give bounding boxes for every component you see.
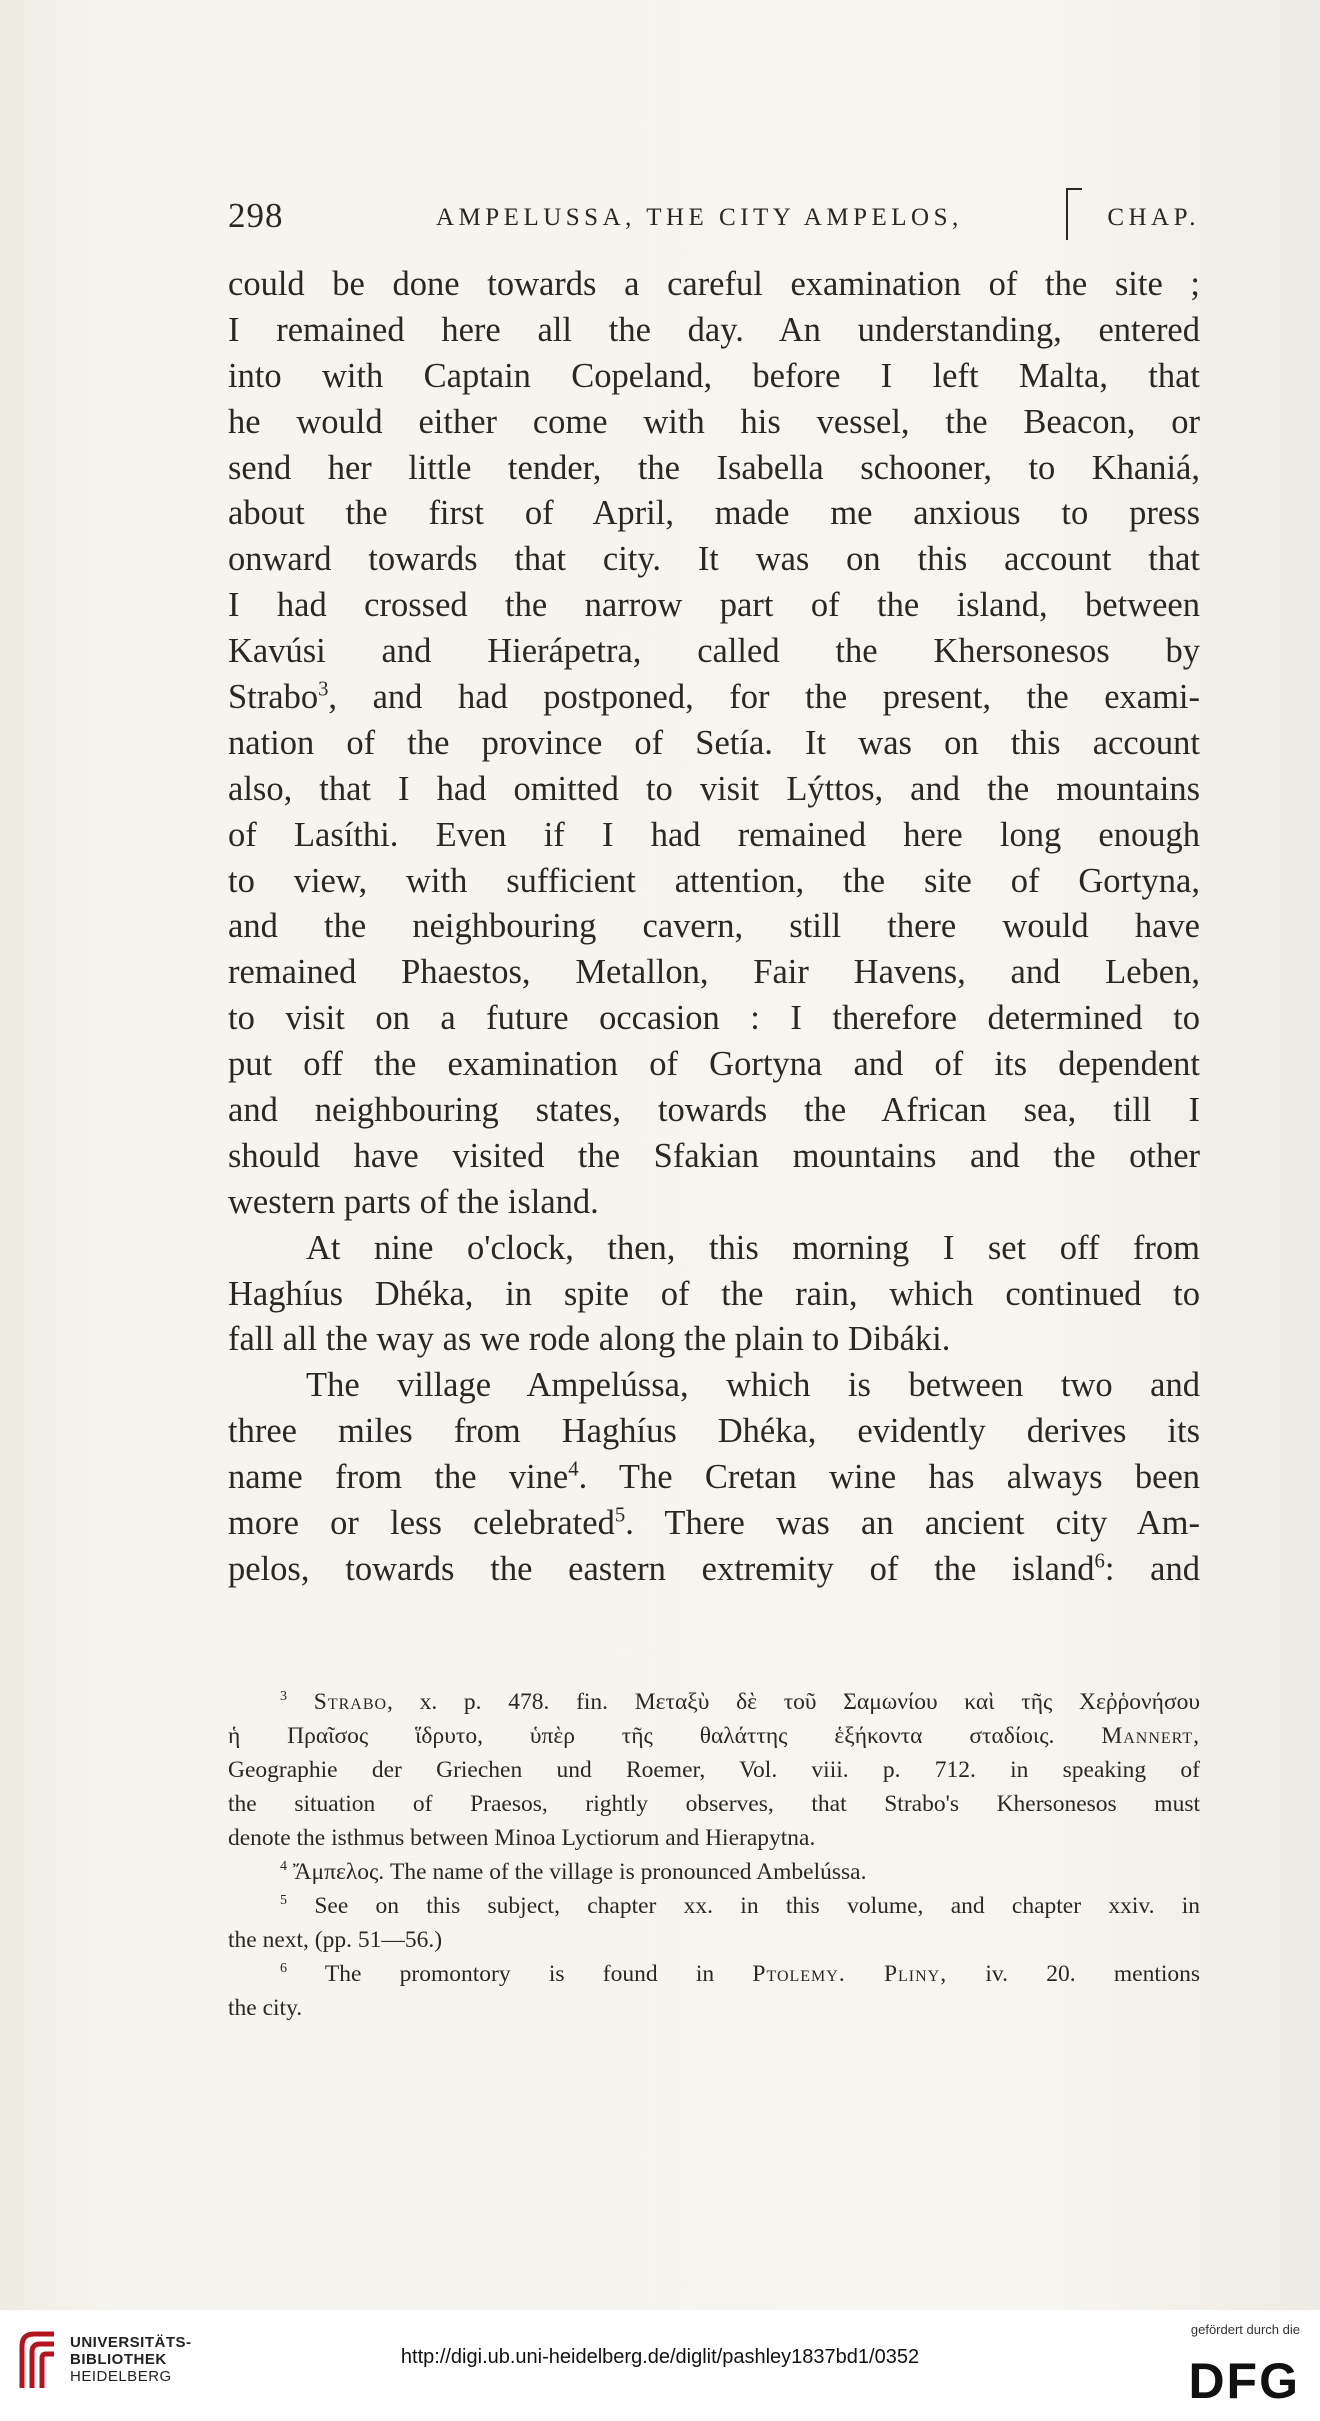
text-line: I remained here all the day. An understanding, entered	[228, 310, 1200, 349]
text-line: and the neighbouring cavern, still there would have	[228, 907, 1200, 946]
page-number: 298	[228, 196, 284, 235]
text-line: onward towards that city. It was on this account that	[228, 540, 1200, 579]
text-line: to view, with sufficient attention, the site of Gortyna,	[228, 861, 1200, 900]
text-line: to visit on a future occasion : I therefore determined to	[228, 999, 1200, 1038]
funded-by-label: gefördert durch die	[1190, 2322, 1300, 2337]
footnote-ref[interactable]: 4	[568, 1458, 579, 1481]
footnote-line: Geographie der Griechen und Roemer, Vol. viii. p. 712. in speaking of	[228, 1757, 1200, 1783]
text-line: name from the vine$^4$. The Cretan wine has always been	[228, 1458, 1201, 1497]
footnote-4: $^4$ Ἄμπελος. The name of the village is pronounced Ambelússa.	[280, 1858, 867, 1885]
text-line: At nine o'clock, then, this morning I set off from	[306, 1228, 1200, 1267]
text-line: Haghíus Dhéka, in spite of the rain, which continued to	[228, 1274, 1200, 1313]
chapter-label: CHAP.	[1107, 204, 1200, 231]
text-line: send her little tender, the Isabella schooner, to Khaniá,	[228, 448, 1200, 487]
text-line: of Lasíthi. Even if I had remained here long enough	[228, 815, 1200, 854]
strabo-name: Strabo	[228, 678, 319, 717]
text-line: western parts of the island.	[228, 1182, 599, 1221]
text-line: Kavúsi and Hierápetra, called the Khersonesos by	[228, 632, 1200, 671]
page-url[interactable]: http://digi.ub.uni-heidelberg.de/diglit/pashley1837bd1/0352	[400, 2346, 920, 2368]
footnote-ref[interactable]: 6	[1094, 1550, 1105, 1573]
dfg-logo[interactable]	[1160, 2346, 1300, 2406]
text-line: more or less celebrated$^5$. There was an ancient city Am-	[228, 1504, 1200, 1543]
text-line: he would either come with his vessel, the Beacon, or	[228, 402, 1200, 441]
footnote-5: $^5$ See on this subject, chapter xx. in this volume, and chapter xxiv. in	[280, 1892, 1200, 1919]
running-head	[228, 196, 1200, 244]
text-line: should have visited the Sfakian mountains and the other	[228, 1136, 1200, 1175]
footnote-6: $^6$ The promontory is found in Ptolemy. Pliny, iv. 20. mentions	[280, 1960, 1201, 1987]
text-line: into with Captain Copeland, before I left Malta, that	[228, 356, 1200, 395]
library-name: UNIVERSITÄTS- BIBLIOTHEK HEIDELBERG	[70, 2334, 192, 2385]
text-line: about the first of April, made me anxious to press	[228, 494, 1200, 533]
text-line: nation of the province of Setía. It was on this account	[228, 723, 1200, 762]
footnote-line: denote the isthmus between Minoa Lyctiorum and Hierapytna.	[228, 1825, 816, 1851]
footnotes	[228, 1685, 1200, 2025]
footnote-ref[interactable]: 5	[614, 1504, 626, 1527]
chapter-bracket	[1066, 188, 1082, 240]
body-text	[228, 262, 1200, 1593]
dfg-logo-text: DFG	[1188, 2353, 1300, 2406]
text-line: pelos, towards the eastern extremity of the island$^6$: and	[228, 1549, 1200, 1588]
text-line: remained Phaestos, Metallon, Fair Havens, and Leben,	[228, 953, 1200, 992]
footnote-line: the situation of Praesos, rightly observes, that Strabo's Khersonesos must	[228, 1791, 1200, 1817]
text-line: fall all the way as we rode along the plain to Dibáki.	[228, 1320, 951, 1359]
footnote-line: ἡ Πραῖσος ἵδρυτο, ὑπὲρ τῆς θαλάττης ἑξήκοντα σταδίοις. Mannert,	[228, 1723, 1201, 1749]
footnote-3: $^3$ Strabo, x. p. 478. fin. Μεταξὺ δὲ τοῦ Σαμωνίου καὶ τῆς Χεῤῥονήσου	[280, 1688, 1201, 1715]
text-line: also, that I had omitted to visit Lýttos, and the mountains	[228, 769, 1200, 808]
running-title: AMPELUSSA, THE CITY AMPELOS,	[436, 204, 963, 231]
text-line: Strabo$^3$, and had postponed, for the present, the exami-	[228, 678, 1200, 717]
text-line: could be done towards a careful examination of the site ;	[228, 265, 1200, 303]
text-line: I had crossed the narrow part of the island, between	[228, 586, 1200, 625]
footnote-line: the next, (pp. 51—56.)	[228, 1927, 443, 1953]
text-line: and neighbouring states, towards the African sea, till I	[228, 1091, 1200, 1130]
text-line: The village Ampelússa, which is between two and	[306, 1366, 1200, 1405]
text-line: three miles from Haghíus Dhéka, evidently derives its	[228, 1412, 1200, 1451]
footnote-ref[interactable]: 3	[318, 678, 329, 701]
text-line: put off the examination of Gortyna and of its dependent	[228, 1045, 1200, 1084]
footnote-line: the city.	[228, 1995, 303, 2021]
